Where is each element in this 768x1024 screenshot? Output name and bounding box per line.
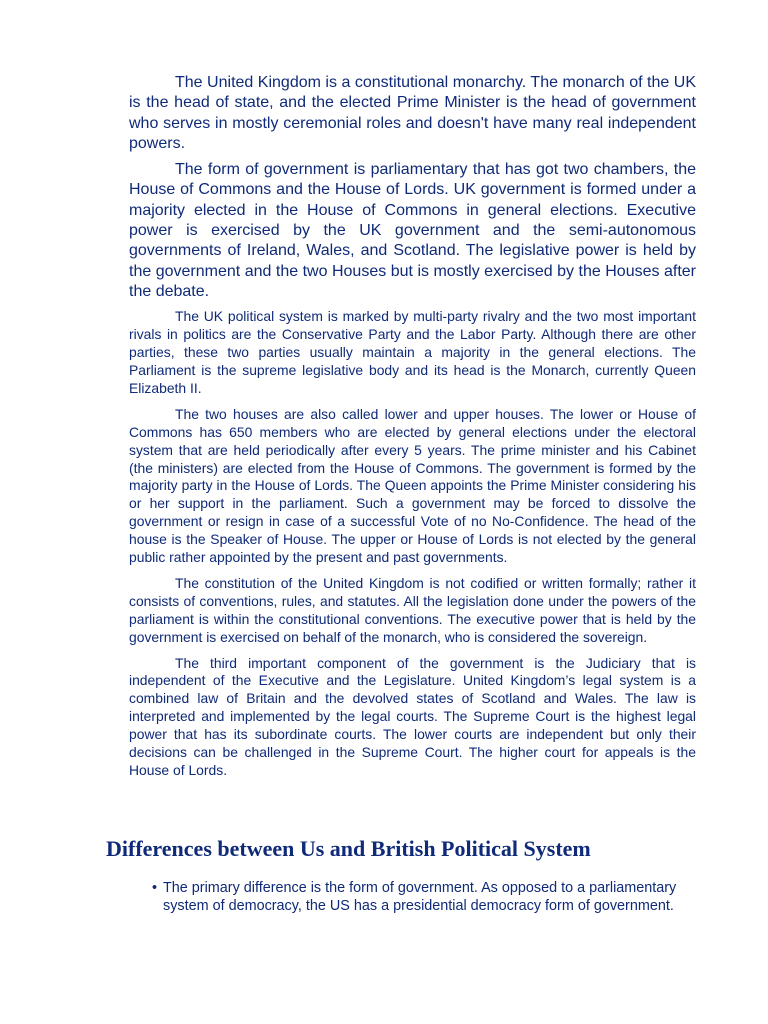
bullet-list [141, 879, 701, 915]
paragraph-form-of-government: The form of government is parliamentary that has got two chambers, the House of Commons and the House of Lords. UK government is formed under a majority elected in the House of Commons in general elections. Executive power is exercised by the UK government and the semi-autonomous governments of Ireland, Wales, and Scotland. The legislative power is held by the government and the two Houses but is mostly exercised by the Houses after the debate. [129, 161, 696, 300]
bullet-marker: • [152, 880, 158, 896]
list-item [141, 879, 701, 915]
bullet-text: The primary difference is the form of government. As opposed to a parliamentary system of democracy, the US has a presidential democracy form of government. [163, 880, 677, 915]
section-heading: Differences between Us and British Political System [106, 836, 591, 861]
paragraph-political-system: The UK political system is marked by multi-party rivalry and the two most important rivals in politics are the Conservative Party and the Labor Party. Although there are other parties, these two parties usually maintain a majority in the general elections. The Parliament is the supreme legislative body and its head is the Monarch, currently Queen Elizabeth II. [129, 308, 696, 396]
paragraph-constitutional-monarchy: The United Kingdom is a constitutional monarchy. The monarch of the UK is the head of state, and the elected Prime Minister is the head of government who serves in mostly ceremonial roles and doesn't have many real independent powers. [129, 74, 696, 152]
document-body [129, 73, 696, 788]
paragraph-judiciary: The third important component of the government is the Judiciary that is independent of the Executive and the Legislature. United Kingdom’s legal system is a combined law of Britain and the devolved states of Scotland and Wales. The law is interpreted and implemented by the legal courts. The Supreme Court is the highest legal power that has its subordinate courts. The lower courts are independent but only their decisions can be challenged in the Supreme Court. The higher court for appeals is the House of Lords. [129, 654, 696, 779]
paragraph-two-houses: The two houses are also called lower and upper houses. The lower or House of Commons has 650 members who are elected by general elections under the electoral system that are held periodically after every 5 years. The prime minister and his Cabinet (the ministers) are elected from the House of Commons. The government is formed by the majority party in the House of Lords. The Queen appoints the Prime Minister considering his or her support in the parliament. Such a government may be forced to dissolve the government or resign in case of a successful Vote of no No-Confidence. The head of the house is the Speaker of House. The upper or House of Lords is not elected by the general public rather appointed by the present and past governments. [129, 405, 696, 566]
paragraph-constitution: The constitution of the United Kingdom is not codified or written formally; rather it consists of conventions, rules, and statutes. All the legislation done under the powers of the parliament is within the constitutional conventions. The executive power that is held by the government is exercised on behalf of the monarch, who is considered the sovereign. [129, 574, 696, 645]
